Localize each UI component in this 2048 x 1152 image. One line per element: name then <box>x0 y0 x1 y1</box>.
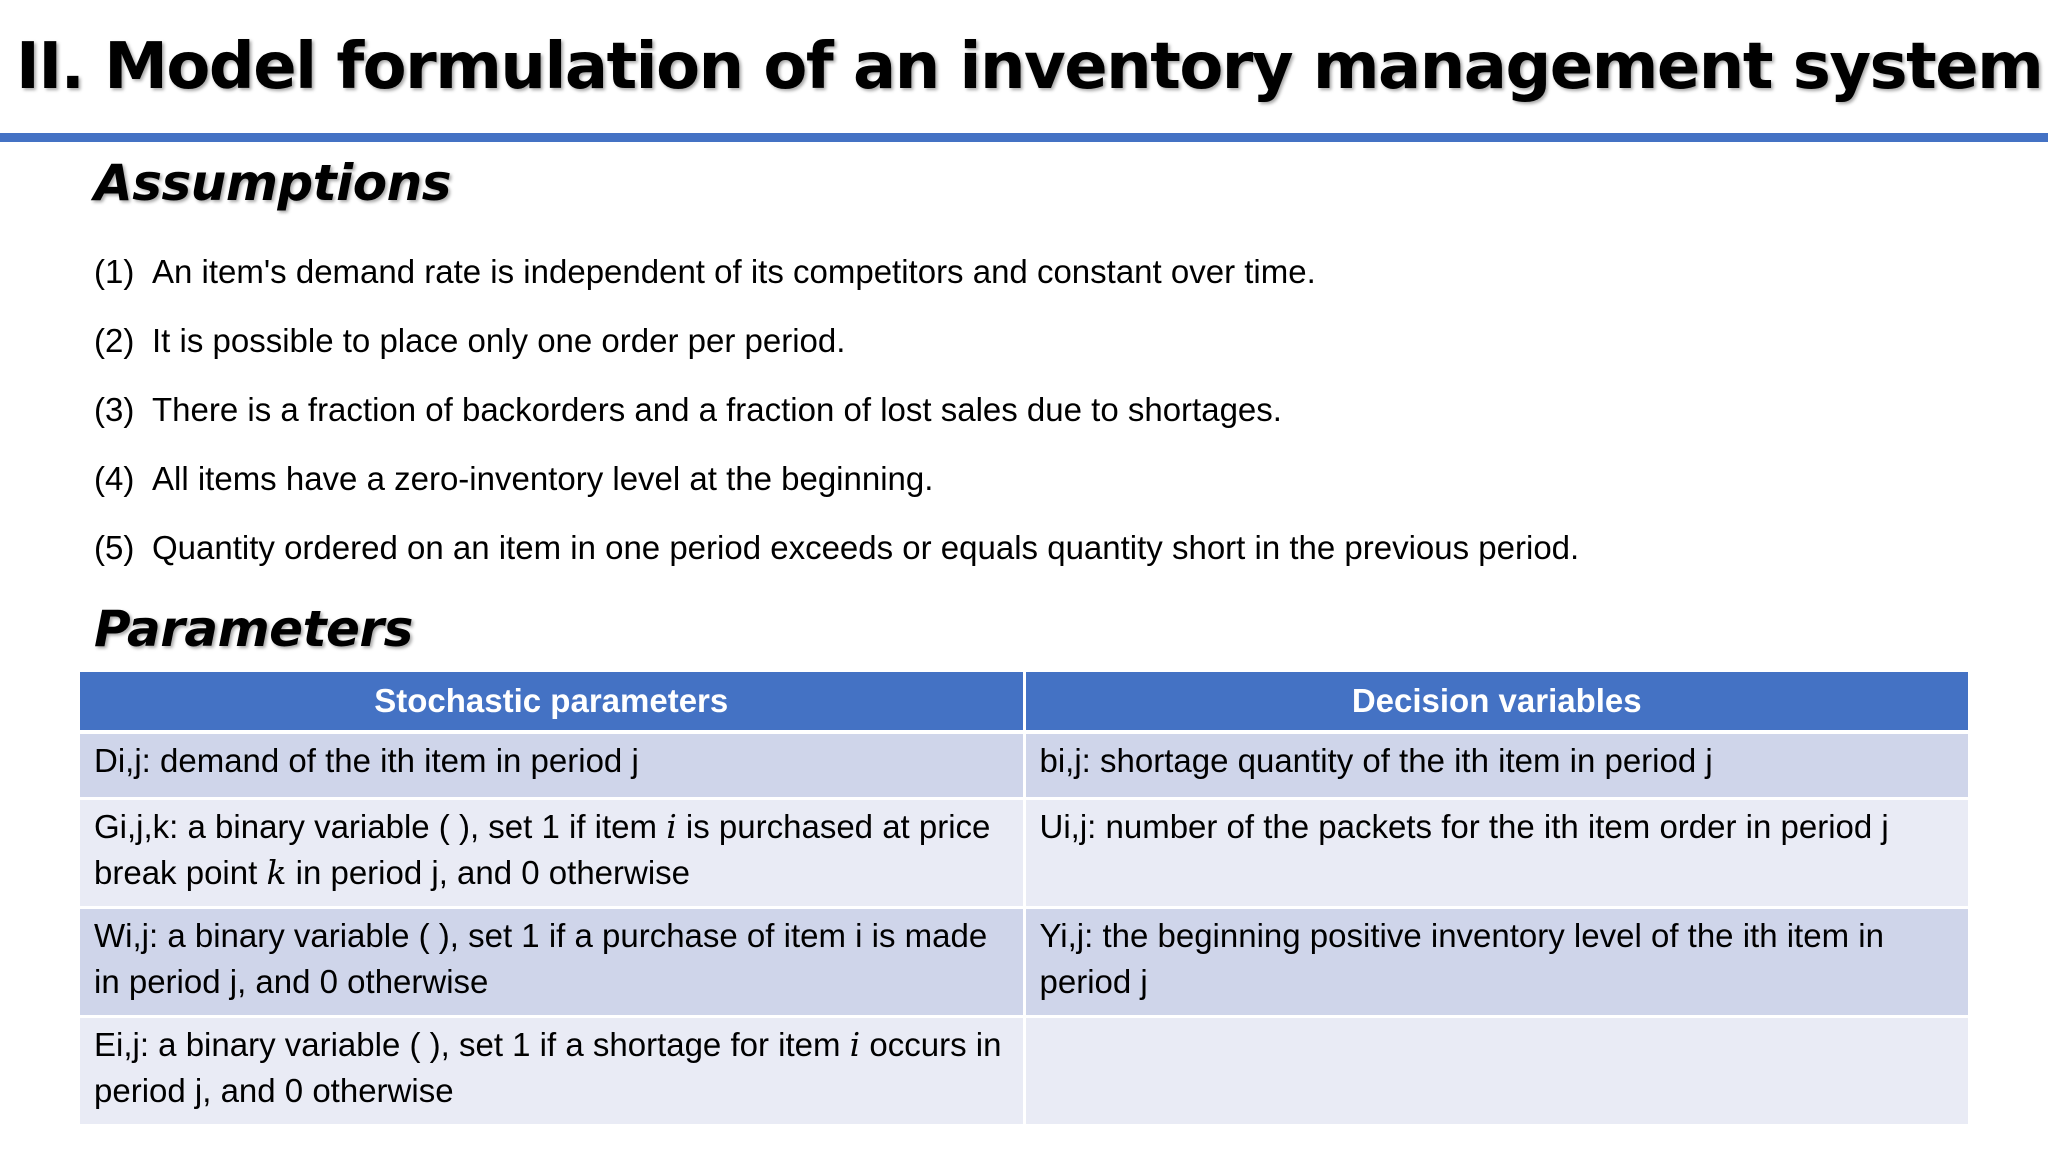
math-variable: i <box>666 807 677 846</box>
table-row <box>80 1017 1968 1126</box>
assumption-number: (1) <box>94 253 135 290</box>
assumption-number: (3) <box>94 391 135 428</box>
decision-variable-cell <box>1024 1017 1968 1126</box>
assumption-text: An item's demand rate is independent of its competitors and constant over time. <box>152 253 1316 290</box>
title-underline <box>0 133 2048 142</box>
table-row <box>80 908 1968 1017</box>
parameters-table <box>80 672 1968 1127</box>
slide-title: II. Model formulation of an inventory management system <box>16 30 2043 104</box>
cell-text: is purchased at price break point <box>94 808 991 891</box>
stochastic-parameter-cell <box>80 1017 1024 1126</box>
cell-text: in period j, and 0 otherwise <box>286 854 691 891</box>
assumption-number: (5) <box>94 529 135 566</box>
table-row <box>80 799 1968 908</box>
stochastic-parameter-cell: Wi,j: a binary variable ( ), set 1 if a purchase of item i is made in period j, and 0 otherwise <box>80 908 1024 1017</box>
assumption-item <box>94 457 1579 526</box>
assumption-text: All items have a zero-inventory level at the beginning. <box>152 460 934 497</box>
cell-text: occurs in period j, and 0 otherwise <box>94 1026 1002 1109</box>
cell-text: Gi,j,k: a binary variable ( ), set 1 if item <box>94 808 667 845</box>
assumption-item <box>94 526 1579 595</box>
math-variable: i <box>849 1025 861 1064</box>
assumption-number: (4) <box>94 460 135 497</box>
table-row <box>80 732 1968 799</box>
assumption-number: (2) <box>94 322 135 359</box>
stochastic-parameter-cell: Di,j: demand of the ith item in period j <box>80 732 1024 799</box>
decision-variable-cell: Yi,j: the beginning positive inventory level of the ith item in period j <box>1024 908 1968 1017</box>
parameters-heading: Parameters <box>94 600 413 658</box>
math-variable: k <box>266 853 287 892</box>
assumptions-heading: Assumptions <box>94 154 451 212</box>
assumption-text: It is possible to place only one order per period. <box>152 322 846 359</box>
header-stochastic-parameters: Stochastic parameters <box>80 672 1024 732</box>
assumption-item <box>94 388 1579 457</box>
assumption-text: There is a fraction of backorders and a fraction of lost sales due to shortages. <box>152 391 1282 428</box>
decision-variable-cell: bi,j: shortage quantity of the ith item in period j <box>1024 732 1968 799</box>
decision-variable-cell: Ui,j: number of the packets for the ith item order in period j <box>1024 799 1968 908</box>
assumption-list <box>94 250 1579 595</box>
header-decision-variables: Decision variables <box>1024 672 1968 732</box>
assumption-text: Quantity ordered on an item in one period exceeds or equals quantity short in the previous period. <box>152 529 1580 566</box>
cell-text: Ei,j: a binary variable ( ), set 1 if a shortage for item <box>94 1026 850 1063</box>
stochastic-parameter-cell <box>80 799 1024 908</box>
table-header-row <box>80 672 1968 732</box>
assumption-item <box>94 319 1579 388</box>
assumption-item <box>94 250 1579 319</box>
